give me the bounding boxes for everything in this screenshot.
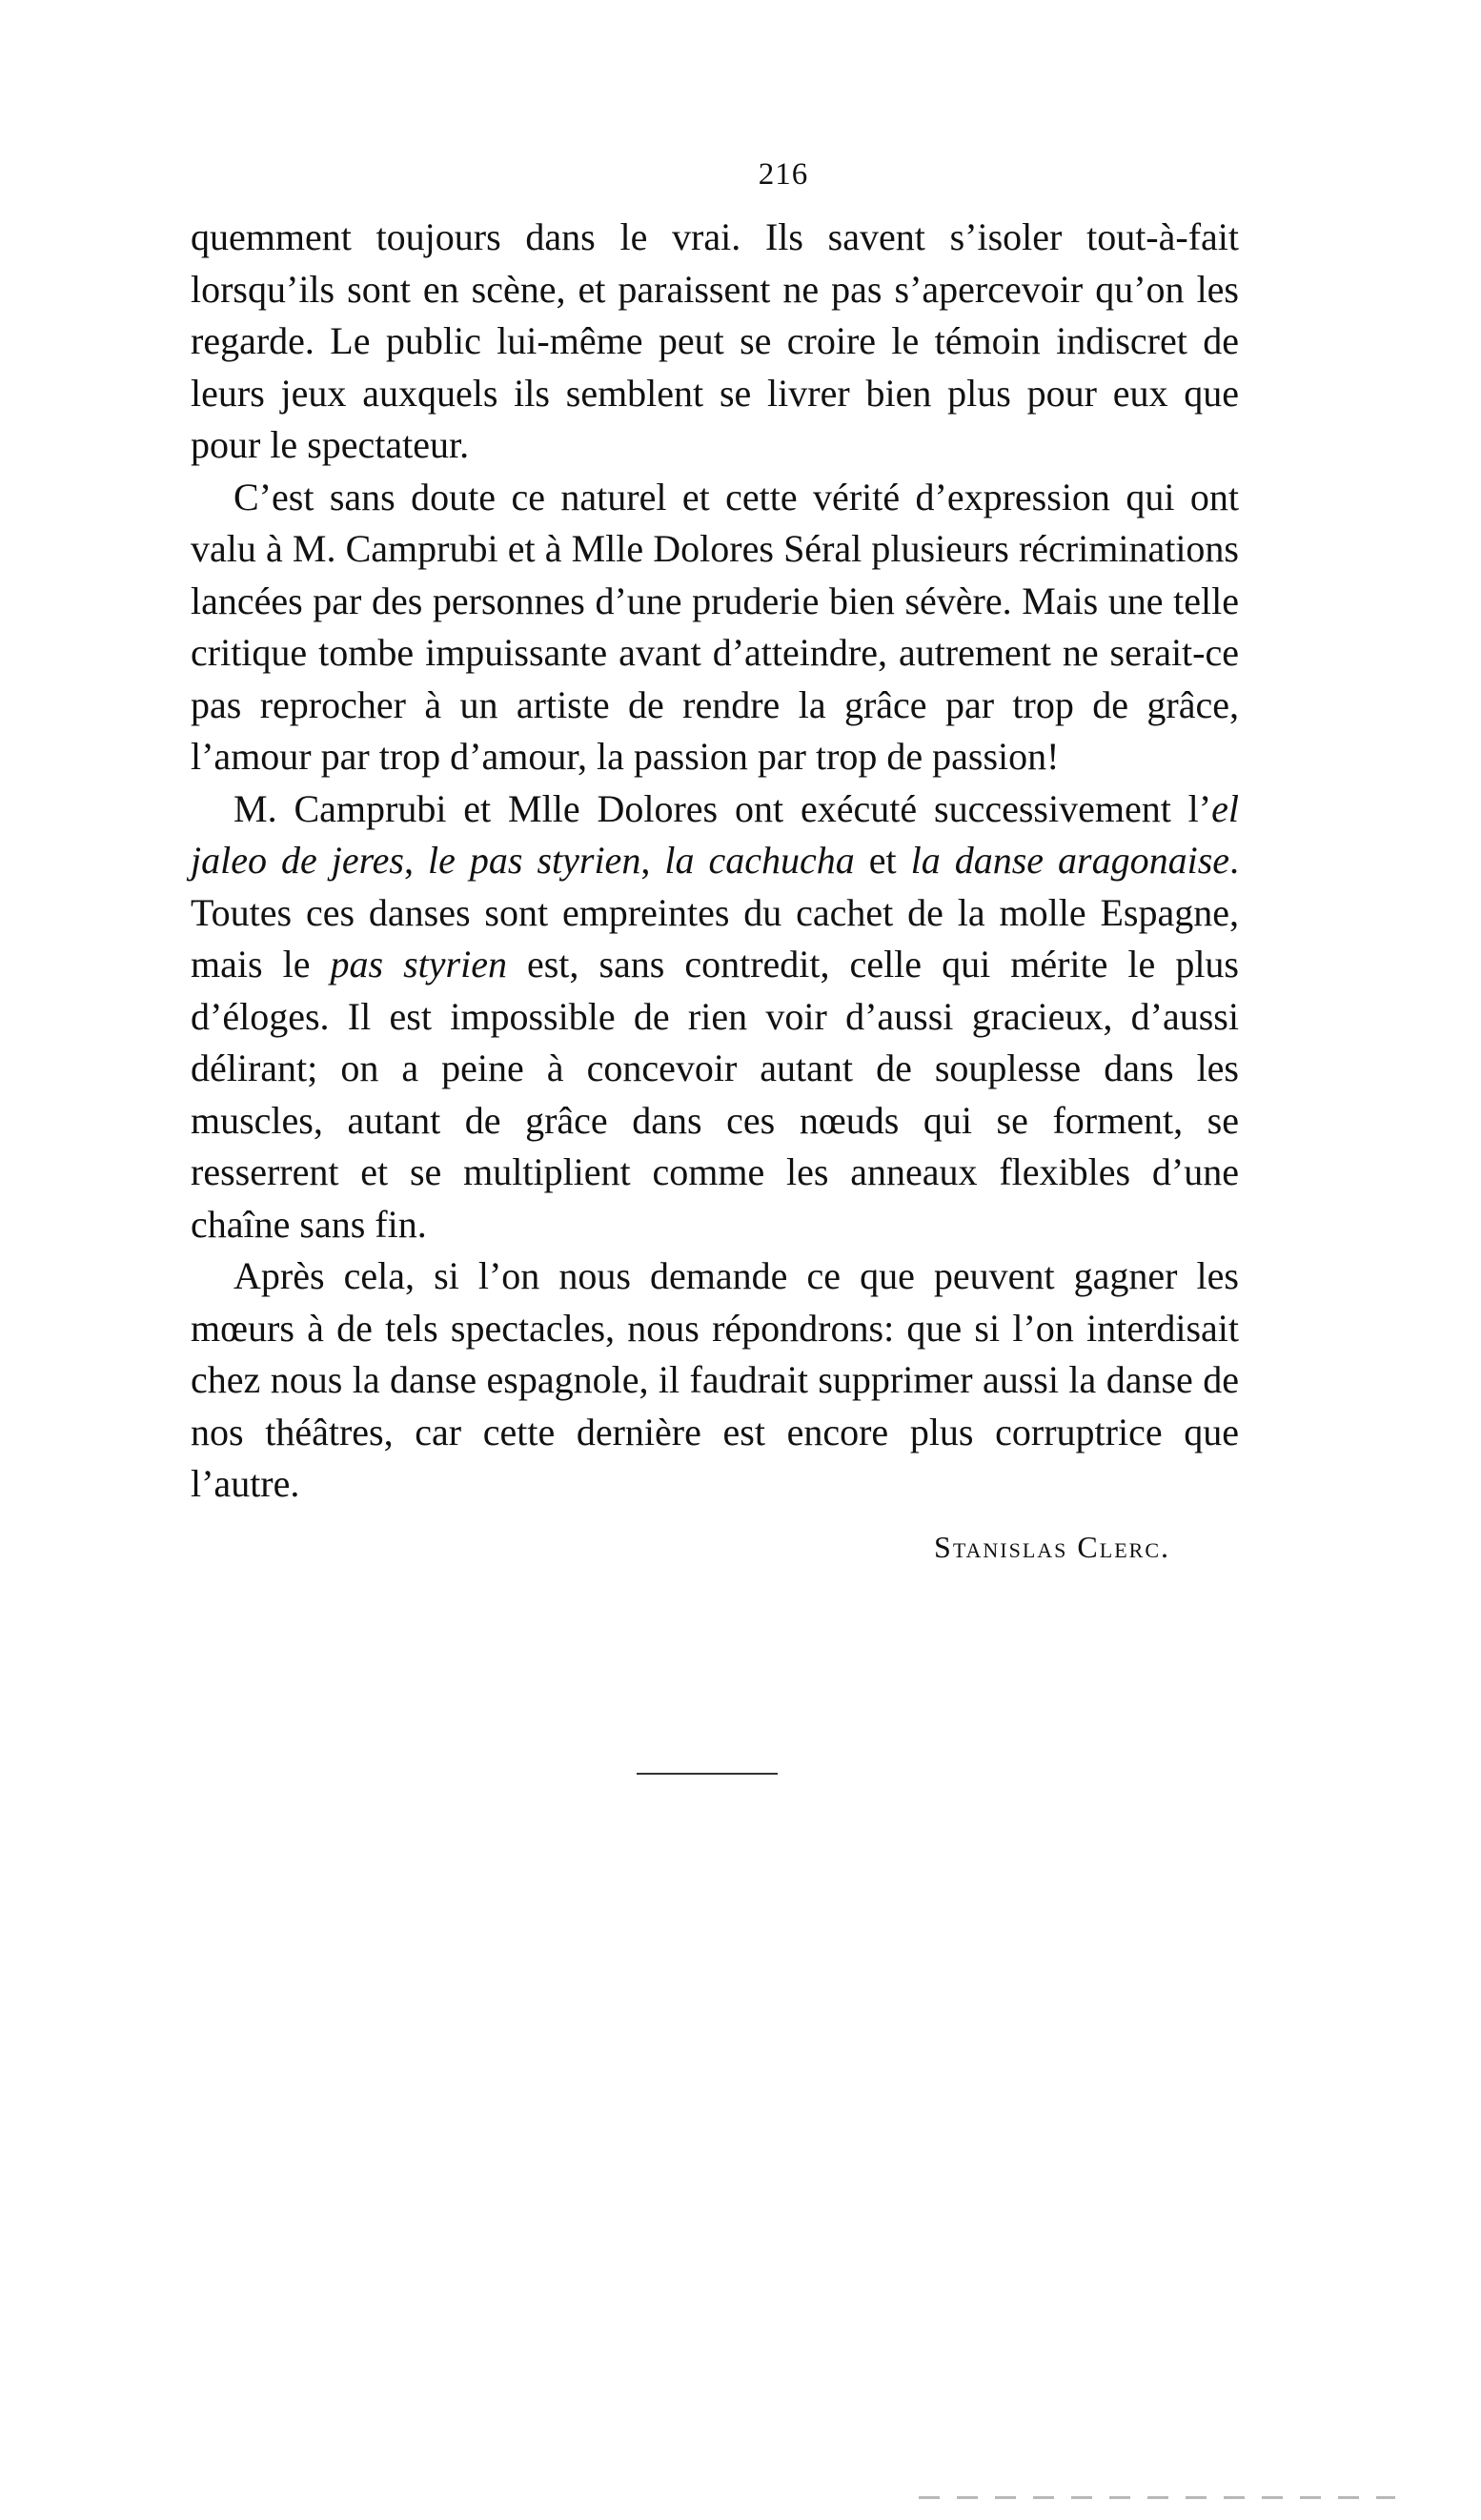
text-run: , [404,839,429,882]
paragraph [191,1250,1239,1511]
text-run: . Toutes ces danses sont empreintes du cachet de la molle Espagne, mais le [191,839,1240,986]
scan-edge-marks [919,2496,1395,2499]
paragraph [191,212,1239,472]
text-run: , [640,839,665,882]
text-run: C’est sans doute ce naturel et cette vérité d’expression qui ont valu à M. Camprubi et à Mlle Dolores Séral plusieurs récriminations lancées par des personnes d’une pruderie bien sévère. Mais une telle critique tombe impuissante avant d’atteindre, autrement ne serait-ce pas reprocher à un artiste de rendre la grâce par trop de grâce, l’amour par trop d’amour, la passion par trop de passion! [191,475,1239,778]
italic-text: la danse aragonaise [910,839,1230,882]
italic-text: la cachucha [664,839,855,882]
page-number: 216 [758,157,809,192]
italic-text: el jaleo de jeres [191,786,1239,882]
text-run: est, sans contredit, celle qui mérite le plus d’éloges. Il est impossible de rien voir d’aussi gracieux, d’aussi délirant; on a peine à concevoir autant de souplesse dans les muscles, autant de grâce dans ces nœuds qui se forment, se resserrent et se multiplient comme les anneaux flexibles d’une chaîne sans fin. [191,943,1239,1246]
text-run: et [854,839,911,882]
italic-text: pas styrien [330,943,507,986]
text-run: Après cela, si l’on nous demande ce que peuvent gagner les mœurs à de tels spectacles, nous répondrons: que si l’on interdisait chez nous la danse espagnole, il faudrait supprimer aussi la danse de nos théâtres, car cette dernière est encore plus corruptrice que l’autre. [191,1254,1239,1505]
text-run: quemment toujours dans le vrai. Ils savent s’isoler tout-à-fait lorsqu’ils sont en scène, et paraissent ne pas s’apercevoir qu’on les regarde. Le public lui-même peut se croire le témoin indiscret de leurs jeux auxquels ils semblent se livrer bien plus pour eux que pour le spectateur. [191,215,1239,466]
italic-text: le pas styrien [428,839,641,882]
section-divider [637,1773,778,1775]
paragraph [191,783,1239,1251]
author-signature: Stanislas Clerc. [934,1530,1170,1564]
text-run: M. Camprubi et Mlle Dolores ont exécuté successivement l’ [233,786,1212,830]
body-text [191,212,1239,1511]
paragraph [191,472,1239,783]
